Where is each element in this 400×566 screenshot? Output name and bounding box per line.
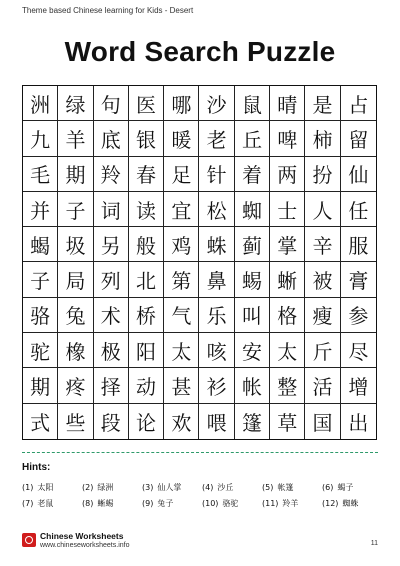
grid-cell[interactable]: 哪	[164, 86, 199, 121]
grid-cell[interactable]: 般	[129, 227, 164, 262]
hint-number: (11)	[262, 499, 279, 508]
hint-item	[142, 498, 202, 509]
grid-cell[interactable]: 乐	[199, 298, 234, 333]
grid-cell[interactable]: 草	[270, 404, 305, 439]
grid-cell[interactable]: 太	[270, 333, 305, 368]
grid-cell[interactable]: 论	[129, 404, 164, 439]
grid-cell[interactable]: 帐	[235, 368, 270, 403]
hint-number: (9)	[142, 499, 154, 508]
divider	[22, 452, 378, 453]
grid-cell[interactable]: 是	[305, 86, 340, 121]
grid-cell[interactable]: 参	[341, 298, 376, 333]
hint-item	[142, 482, 202, 493]
grid-cell[interactable]: 骆	[23, 298, 58, 333]
grid-cell[interactable]: 些	[58, 404, 93, 439]
footer-url: www.chineseworksheets.info	[40, 542, 130, 549]
grid-cell[interactable]: 篷	[235, 404, 270, 439]
hint-number: (8)	[82, 499, 94, 508]
hint-number: (7)	[22, 499, 34, 508]
grid-cell[interactable]: 仙	[341, 157, 376, 192]
grid-cell[interactable]: 啤	[270, 121, 305, 156]
grid-cell[interactable]: 掌	[270, 227, 305, 262]
grid-cell[interactable]: 子	[23, 262, 58, 297]
grid-cell[interactable]: 北	[129, 262, 164, 297]
grid-cell[interactable]: 鸡	[164, 227, 199, 262]
hints-list	[22, 482, 382, 509]
hint-number: (4)	[202, 483, 214, 492]
grid-cell[interactable]: 喂	[199, 404, 234, 439]
grid-cell[interactable]: 留	[341, 121, 376, 156]
grid-cell[interactable]: 格	[270, 298, 305, 333]
grid-cell[interactable]: 蜴	[235, 262, 270, 297]
hint-item	[262, 482, 322, 493]
grid-cell[interactable]: 动	[129, 368, 164, 403]
hint-number: (5)	[262, 483, 274, 492]
hint-word: 蝎子	[337, 483, 354, 492]
grid-cell[interactable]: 段	[94, 404, 129, 439]
grid-cell[interactable]: 瘦	[305, 298, 340, 333]
grid-cell[interactable]: 蜥	[270, 262, 305, 297]
grid-cell[interactable]: 衫	[199, 368, 234, 403]
hint-item	[22, 482, 82, 493]
grid-cell[interactable]: 丘	[235, 121, 270, 156]
hint-item	[82, 482, 142, 493]
grid-cell[interactable]: 术	[94, 298, 129, 333]
grid-cell[interactable]: 并	[23, 192, 58, 227]
grid-cell[interactable]: 士	[270, 192, 305, 227]
grid-cell[interactable]: 咳	[199, 333, 234, 368]
hint-item	[202, 482, 262, 493]
grid-cell[interactable]: 期	[23, 368, 58, 403]
hint-word: 帐篷	[277, 483, 294, 492]
grid-cell[interactable]: 着	[235, 157, 270, 192]
grid-cell[interactable]: 活	[305, 368, 340, 403]
grid-cell[interactable]: 国	[305, 404, 340, 439]
footer-brand: Chinese Worksheets	[40, 531, 124, 541]
hint-number: (6)	[322, 483, 334, 492]
hint-number: (2)	[82, 483, 94, 492]
hint-item	[262, 498, 322, 509]
grid-cell[interactable]: 春	[129, 157, 164, 192]
grid-cell[interactable]: 另	[94, 227, 129, 262]
grid-cell[interactable]: 读	[129, 192, 164, 227]
grid-cell[interactable]: 句	[94, 86, 129, 121]
grid-cell[interactable]: 针	[199, 157, 234, 192]
grid-cell[interactable]: 橡	[58, 333, 93, 368]
hint-item	[22, 498, 82, 509]
hint-word: 羚羊	[282, 499, 299, 508]
grid-cell[interactable]: 尽	[341, 333, 376, 368]
hint-word: 蜘蛛	[342, 499, 359, 508]
grid-cell[interactable]: 沙	[199, 86, 234, 121]
grid-cell[interactable]: 松	[199, 192, 234, 227]
hint-word: 骆驼	[222, 499, 239, 508]
grid-cell[interactable]: 绿	[58, 86, 93, 121]
grid-cell[interactable]: 毛	[23, 157, 58, 192]
grid-cell[interactable]: 词	[94, 192, 129, 227]
grid-cell[interactable]: 足	[164, 157, 199, 192]
hint-word: 兔子	[157, 499, 174, 508]
hint-number: (3)	[142, 483, 154, 492]
grid-cell[interactable]: 膏	[341, 262, 376, 297]
hint-number: (12)	[322, 499, 339, 508]
grid-cell[interactable]: 医	[129, 86, 164, 121]
grid-cell[interactable]: 安	[235, 333, 270, 368]
hint-item	[82, 498, 142, 509]
hint-number: (10)	[202, 499, 219, 508]
hint-item	[322, 498, 382, 509]
grid-cell[interactable]: 羚	[94, 157, 129, 192]
page-title: Word Search Puzzle	[64, 36, 336, 67]
grid-cell[interactable]: 第	[164, 262, 199, 297]
hint-word: 沙丘	[217, 483, 234, 492]
grid-cell[interactable]: 列	[94, 262, 129, 297]
hint-word: 蜥蜴	[97, 499, 114, 508]
grid-cell[interactable]: 择	[94, 368, 129, 403]
grid-cell[interactable]: 斤	[305, 333, 340, 368]
grid-cell[interactable]: 蝎	[23, 227, 58, 262]
grid-cell[interactable]: 辛	[305, 227, 340, 262]
grid-cell[interactable]: 鼠	[235, 86, 270, 121]
grid-cell[interactable]: 圾	[58, 227, 93, 262]
chinese-worksheets-logo-icon	[22, 533, 36, 547]
grid-cell[interactable]: 蜘	[235, 192, 270, 227]
grid-cell[interactable]: 晴	[270, 86, 305, 121]
grid-cell[interactable]: 极	[94, 333, 129, 368]
grid-cell[interactable]: 任	[341, 192, 376, 227]
hint-word: 绿洲	[97, 483, 114, 492]
hints-heading: Hints:	[22, 462, 51, 473]
hint-item	[202, 498, 262, 509]
grid-cell[interactable]: 阳	[129, 333, 164, 368]
grid-cell[interactable]: 银	[129, 121, 164, 156]
grid-cell[interactable]: 蛛	[199, 227, 234, 262]
grid-cell[interactable]: 羊	[58, 121, 93, 156]
grid-cell[interactable]: 两	[270, 157, 305, 192]
grid-cell[interactable]: 子	[58, 192, 93, 227]
grid-cell[interactable]: 驼	[23, 333, 58, 368]
hint-word: 老鼠	[37, 499, 54, 508]
grid-cell[interactable]: 服	[341, 227, 376, 262]
grid-cell[interactable]: 占	[341, 86, 376, 121]
grid-cell[interactable]: 鼻	[199, 262, 234, 297]
hint-number: (1)	[22, 483, 34, 492]
grid-cell[interactable]: 被	[305, 262, 340, 297]
grid-cell[interactable]: 底	[94, 121, 129, 156]
grid-cell[interactable]: 九	[23, 121, 58, 156]
grid-cell[interactable]: 增	[341, 368, 376, 403]
grid-cell[interactable]: 宜	[164, 192, 199, 227]
page-number: 11	[370, 540, 378, 547]
grid-cell[interactable]: 兔	[58, 298, 93, 333]
grid-cell[interactable]: 蓟	[235, 227, 270, 262]
hint-item	[322, 482, 382, 493]
grid-cell[interactable]: 出	[348, 410, 369, 435]
grid-cell[interactable]: 式	[23, 404, 58, 439]
grid-cell[interactable]: 整	[270, 368, 305, 403]
grid-cell[interactable]: 人	[305, 192, 340, 227]
grid-cell[interactable]: 气	[164, 298, 199, 333]
hint-word: 太阳	[37, 483, 54, 492]
hint-word: 仙人掌	[157, 483, 182, 492]
grid-cell[interactable]: 老	[199, 121, 234, 156]
grid-cell[interactable]: 叫	[235, 298, 270, 333]
grid-cell[interactable]: 洲	[23, 86, 58, 121]
grid-cell[interactable]: 欢	[164, 404, 199, 439]
grid-cell[interactable]: 扮	[305, 157, 340, 192]
grid-cell[interactable]: 期	[58, 157, 93, 192]
grid-cell[interactable]: 疼	[58, 368, 93, 403]
grid-cell[interactable]: 暖	[164, 121, 199, 156]
grid-cell[interactable]: 桥	[129, 298, 164, 333]
worksheet-subtitle: Theme based Chinese learning for Kids - Desert	[22, 6, 194, 15]
grid-cell[interactable]: 甚	[164, 368, 199, 403]
grid-cell[interactable]: 太	[164, 333, 199, 368]
word-search-grid	[22, 85, 377, 440]
grid-cell[interactable]: 柿	[305, 121, 340, 156]
grid-cell[interactable]: 局	[58, 262, 93, 297]
